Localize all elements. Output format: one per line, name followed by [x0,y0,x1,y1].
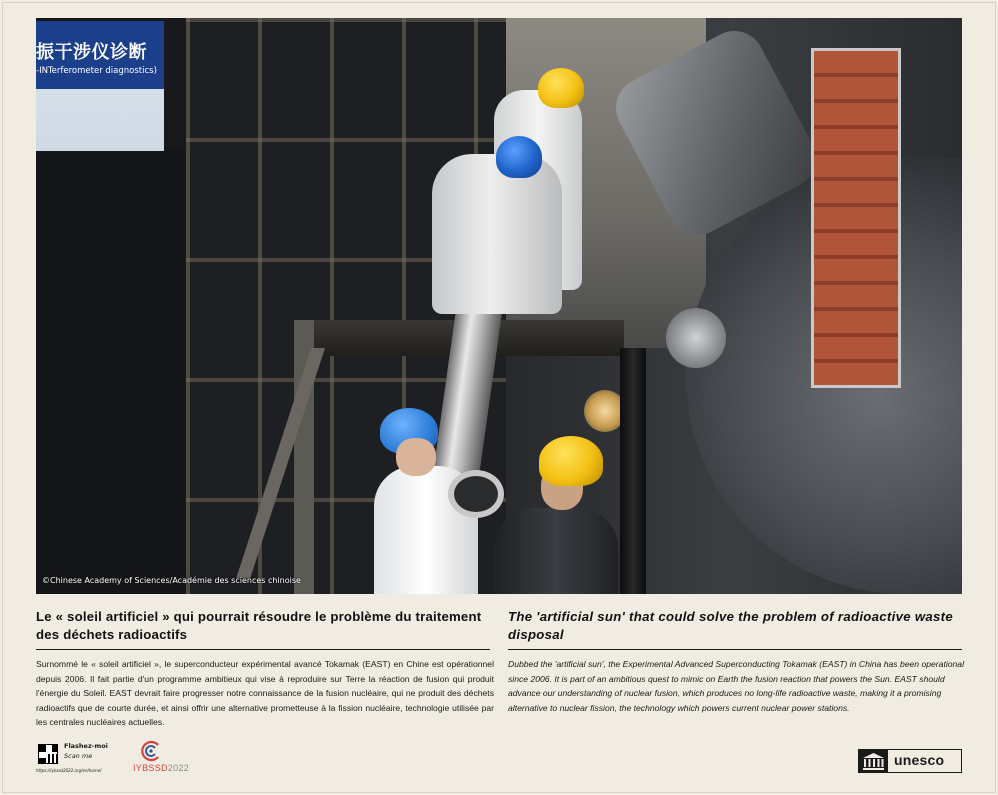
yellow-helmet-icon [539,436,603,486]
iybssd-year: 2022 [167,763,190,773]
photo-credit: ©Chinese Academy of Sciences/Académie des sciences chinoise [42,576,301,585]
temple-icon [859,750,888,772]
worker-middle-body [432,154,562,314]
scan-label-en: Scan me [64,752,93,760]
english-divider [508,649,962,650]
english-title: The 'artificial sun' that could solve the problem of radioactive waste disposal [508,609,953,642]
scan-label-fr: Flashez-moi [64,742,108,750]
french-title: Le « soleil artificiel » qui pourrait résoudre le problème du traitement des déchets radioactifs [36,609,482,642]
sign-english-text: -INTerferometer diagnostics) [36,66,157,76]
sign-chinese-text: 振干涉仪诊断 [36,42,147,63]
iybssd-logo-text [133,763,189,773]
unesco-logo [858,749,962,773]
side-flange [666,308,726,368]
unesco-wordmark: unesco [894,752,945,768]
blue-helmet-icon [496,136,542,178]
french-body: Surnommé le « soleil artificiel », le superconducteur expérimental avancé Tokamak (EAST) en Chine est opérationnel depuis 2006. Il fait partie d'un programme ambitieux qui vise à reproduire sur Terre la réaction de fusion qui produit l'énergie du Soleil. EAST devrait faire progresser notre connaissance de la fusion nucléaire, qui ne produit des déchets radioactifs que de courte durée, et ainsi offrir une alternative prometteuse à la fission nucléaire, technologie utilisée par les centrales nucléaires actuelles. [36,659,494,728]
english-body: Dubbed the 'artificial sun', the Experimental Advanced Superconducting Tokamak (EAST) in China has been operational since 2006. It is part of an ambitious quest to mimic on Earth the fusion reaction that powers the Sun. EAST should advance our understanding of nuclear fusion, which produces no long-life radioactive waste, making it a promising alternative to nuclear fission, the technology which powers current nuclear power stations. [508,659,964,713]
copper-panel [811,48,901,388]
iybssd-name: IYBSSD [133,763,168,773]
french-divider [36,649,490,650]
face-bottom-left [396,438,436,476]
left-cabinet [36,148,186,594]
qr-code-icon[interactable] [38,744,58,764]
worker-bottom-right-body [494,508,618,594]
scan-url[interactable]: https://iybssd2022.org/en/home/ [36,768,102,773]
iybssd-logo-icon [140,740,162,762]
yellow-helmet-icon [538,68,584,108]
tokamak-photo [36,18,962,594]
tube-flange [448,470,504,518]
cable-bundle [620,348,646,594]
